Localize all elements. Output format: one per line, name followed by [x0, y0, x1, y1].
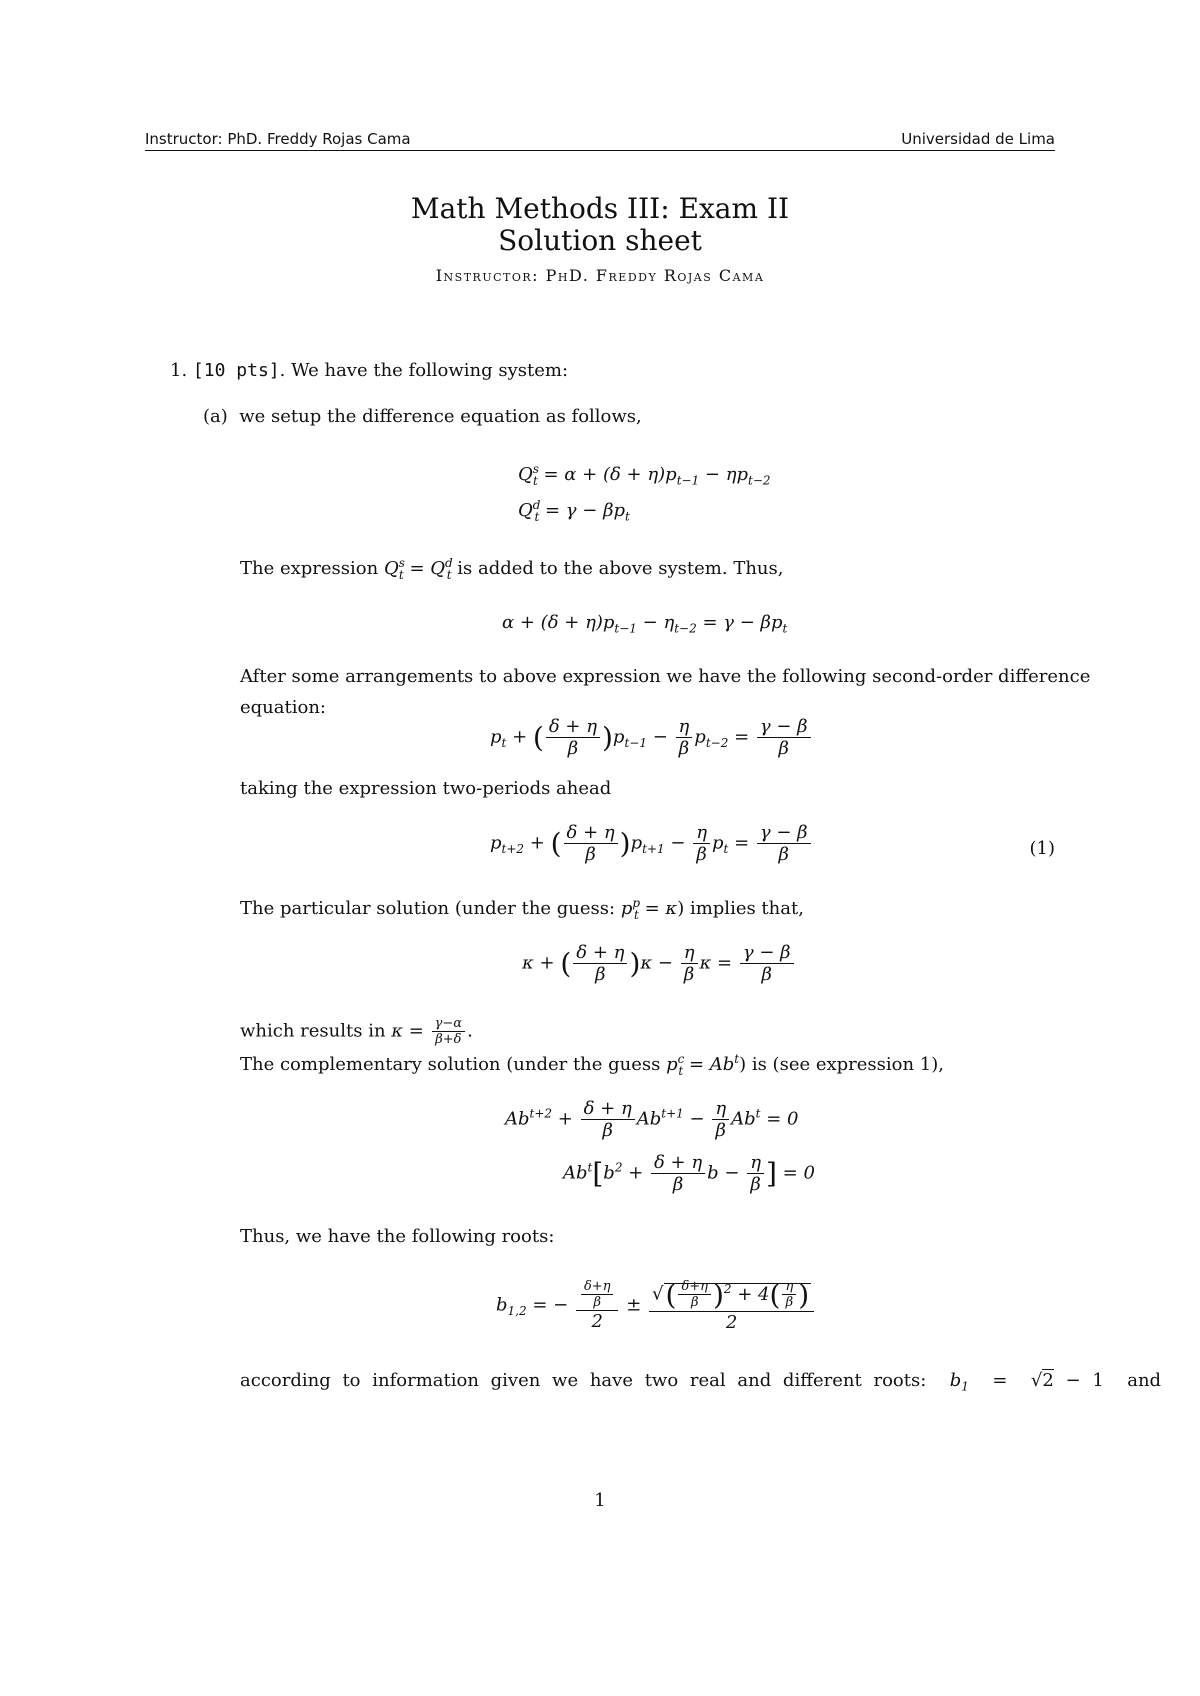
equation-equilibrium: $\alpha + (\delta + \eta)p_{t-1} - \eta_{t-2} = \gamma - \beta p_t$	[502, 612, 788, 636]
problem-intro: . We have the following system:	[279, 360, 569, 381]
paragraph-according: according to information given we have two real and different roots: $b_1 = √2 - 1$ and	[240, 1370, 1162, 1394]
equation-particular: κ + ( $\frac{\delta + \eta}{\beta}$ )κ − $\frac{\eta}{\beta}$ κ = $\frac{\gamma - \beta}{\beta}$	[522, 942, 796, 985]
paragraph-expression: The expression $Q^s_t = Q^d_t$ is added to the above system. Thus,	[240, 556, 784, 582]
equation-number: (1)	[1029, 838, 1055, 859]
part-a-label: (a)	[203, 406, 228, 427]
equation-second-order: $p_t$ + ( $\frac{\delta + \eta}{\beta}$ )$p_{t-1}$ − $\frac{\eta}{\beta}$ $p_{t-2}$ = $\frac{\gamma - \beta}{\beta}$	[490, 716, 813, 759]
problem-1-heading	[170, 360, 568, 381]
text-particular-pre: The particular solution (under the guess:	[240, 898, 616, 919]
text-according: according to information given we have two real and different roots:	[240, 1370, 927, 1391]
running-header-right: Universidad de Lima	[901, 130, 1055, 148]
problem-points: [10 pts]	[192, 360, 280, 381]
text-expression-pre: The expression	[240, 558, 379, 579]
equation-complementary-1: $Ab^{t+2}$ + $\frac{\delta + \eta}{\beta}$ $Ab^{t+1}$ − $\frac{\eta}{\beta}$ $Ab^t = 0$	[505, 1098, 799, 1141]
part-a-text: we setup the difference equation as follows,	[239, 406, 642, 427]
problem-number: 1.	[170, 360, 188, 381]
part-a	[203, 406, 642, 427]
equation-demand: $Q^d_t = \gamma - \beta p_t$	[518, 498, 630, 524]
text-expression-post: is added to the above system. Thus,	[457, 558, 784, 579]
text-and: and	[1127, 1370, 1162, 1391]
page-title: Math Methods III: Exam II	[410, 192, 790, 225]
text-complementary-pre: The complementary solution (under the guess	[240, 1054, 661, 1075]
running-header-left: Instructor: PhD. Freddy Rojas Cama	[145, 130, 411, 148]
paragraph-roots: Thus, we have the following roots:	[240, 1226, 555, 1247]
page-subtitle: Solution sheet	[498, 224, 702, 257]
text-particular-post: ) implies that,	[677, 898, 804, 919]
equation-roots: $b_{1,2}$ = − $\frac{\frac{\delta+\eta}{\beta}}{2}$ ± √( $\frac{\delta+\eta}{\beta}$ )$^2$ + 4( $\frac{\eta}{\beta}$ ) 2	[496, 1278, 816, 1333]
paragraph-equation-label: equation:	[240, 697, 326, 718]
paragraph-particular: The particular solution (under the guess: $p^p_t = \kappa$) implies that,	[240, 896, 804, 922]
equation-1: $p_{t+2}$ + ( $\frac{\delta + \eta}{\beta}$ )$p_{t+1}$ − $\frac{\eta}{\beta}$ $p_t$ = $\frac{\gamma - \beta}{\beta}$	[490, 822, 813, 865]
text-results-pre: which results in	[240, 1020, 386, 1042]
page-number: 1	[594, 1490, 606, 1511]
paragraph-results: which results in κ = $\frac{\gamma-\alpha}{\beta+\delta}$ .	[240, 1016, 473, 1047]
paragraph-complementary: The complementary solution (under the guess $p^c_t = Ab^t$) is (see expression 1),	[240, 1052, 945, 1078]
paragraph-two-periods: taking the expression two-periods ahead	[240, 778, 612, 799]
equation-complementary-2: $Ab^t[b^2$ + $\frac{\delta + \eta}{\beta}$ b − $\frac{\eta}{\beta}$ ] = 0	[563, 1152, 815, 1195]
text-complementary-post: ) is (see expression 1),	[739, 1054, 945, 1075]
header-rule	[145, 150, 1055, 151]
paragraph-after: After some arrangements to above expression we have the following second-order difference	[240, 666, 1091, 687]
equation-supply: $Q^s_t = \alpha + (\delta + \eta)p_{t-1} - \eta p_{t-2}$	[518, 462, 771, 488]
instructor-line: Instructor: PhD. Freddy Rojas Cama	[435, 266, 765, 285]
